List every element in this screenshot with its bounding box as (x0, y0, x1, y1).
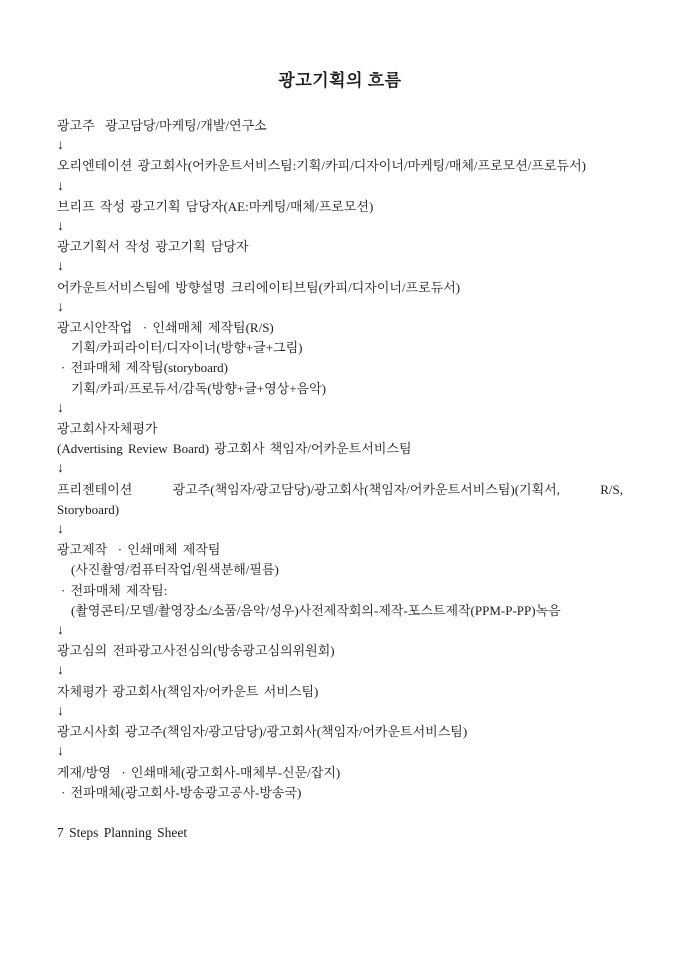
page-title: 광고기획의 흐름 (278, 71, 402, 90)
flow-step: Storyboard) (57, 501, 120, 517)
flow-sub-line: 기획/카피라이터/디자이너(방향+글+그림) (71, 340, 303, 356)
flow-step: 광고기획서 작성 광고기획 담당자 (57, 239, 249, 255)
down-arrow-icon: ↓ (57, 299, 64, 315)
flow-sub-line: (사진촬영/컴퓨터작업/원색분해/필름) (71, 562, 279, 578)
flow-step: 광고시안작업 · 인쇄매체 제작팀(R/S) (57, 320, 274, 336)
flow-list (57, 116, 623, 803)
down-arrow-icon: ↓ (57, 744, 64, 760)
down-arrow-icon: ↓ (57, 623, 64, 639)
flow-sub-line: 기획/카피/프로듀서/감독(방향+글+영상+음악) (71, 380, 326, 396)
down-arrow-icon: ↓ (57, 522, 64, 538)
down-arrow-icon: ↓ (57, 178, 64, 194)
footer-text: 7 Steps Planning Sheet (57, 825, 188, 841)
flow-step: 광고심의 전파광고사전심의(방송광고심의위원회) (57, 643, 335, 659)
flow-step: 게재/방영 · 인쇄매체(광고회사-매체부-신문/잡지) (57, 764, 341, 780)
down-arrow-icon: ↓ (57, 138, 64, 154)
flow-bullet-line: · 전파매체 제작팀: (61, 582, 168, 598)
down-arrow-icon: ↓ (57, 461, 64, 477)
down-arrow-icon: ↓ (57, 400, 64, 416)
flow-step: (Advertising Review Board) 광고회사 책임자/어카운트서비스팀 (57, 441, 412, 457)
flow-step: 광고주 광고담당/마케팅/개발/연구소 (57, 118, 267, 133)
flow-step: 광고시사회 광고주(책임자/광고담당)/광고회사(책임자/어카운트서비스팀) (57, 724, 468, 740)
flow-step: 어카운트서비스팀에 방향설명 크리에이티브팀(카피/디자이너/프로듀서) (57, 279, 461, 295)
flow-step: 프리젠테이션 광고주(책임자/광고담당)/광고회사(책임자/어카운트서비스팀)(기획서, R/S, (57, 481, 623, 497)
flow-step: 브리프 작성 광고기획 담당자(AE:마케팅/매체/프로모션) (57, 198, 374, 214)
down-arrow-icon: ↓ (57, 219, 64, 235)
down-arrow-icon: ↓ (57, 703, 64, 719)
down-arrow-icon: ↓ (57, 259, 64, 275)
flow-step: 오리엔테이션 광고회사(어카운트서비스팀:기획/카피/디자이너/마케팅/매체/프로모션/프로듀서) (57, 158, 586, 174)
flow-sub-line: (촬영콘티/모델/촬영장소/소품/음악/성우)사전제작회의-제작-포스트제작(PPM-P-PP)녹음 (71, 602, 561, 618)
down-arrow-icon: ↓ (57, 663, 64, 679)
flow-bullet-line: · 전파매체(광고회사-방송광고공사-방송국) (61, 784, 302, 800)
flow-step: 자체평가 광고회사(책임자/어카운트 서비스팀) (57, 683, 319, 699)
flow-step: 광고제작 · 인쇄매체 제작팀 (57, 542, 221, 558)
flow-step: 광고회사자체평가 (57, 421, 158, 437)
flow-bullet-line: · 전파매체 제작팀(storyboard) (61, 360, 228, 376)
